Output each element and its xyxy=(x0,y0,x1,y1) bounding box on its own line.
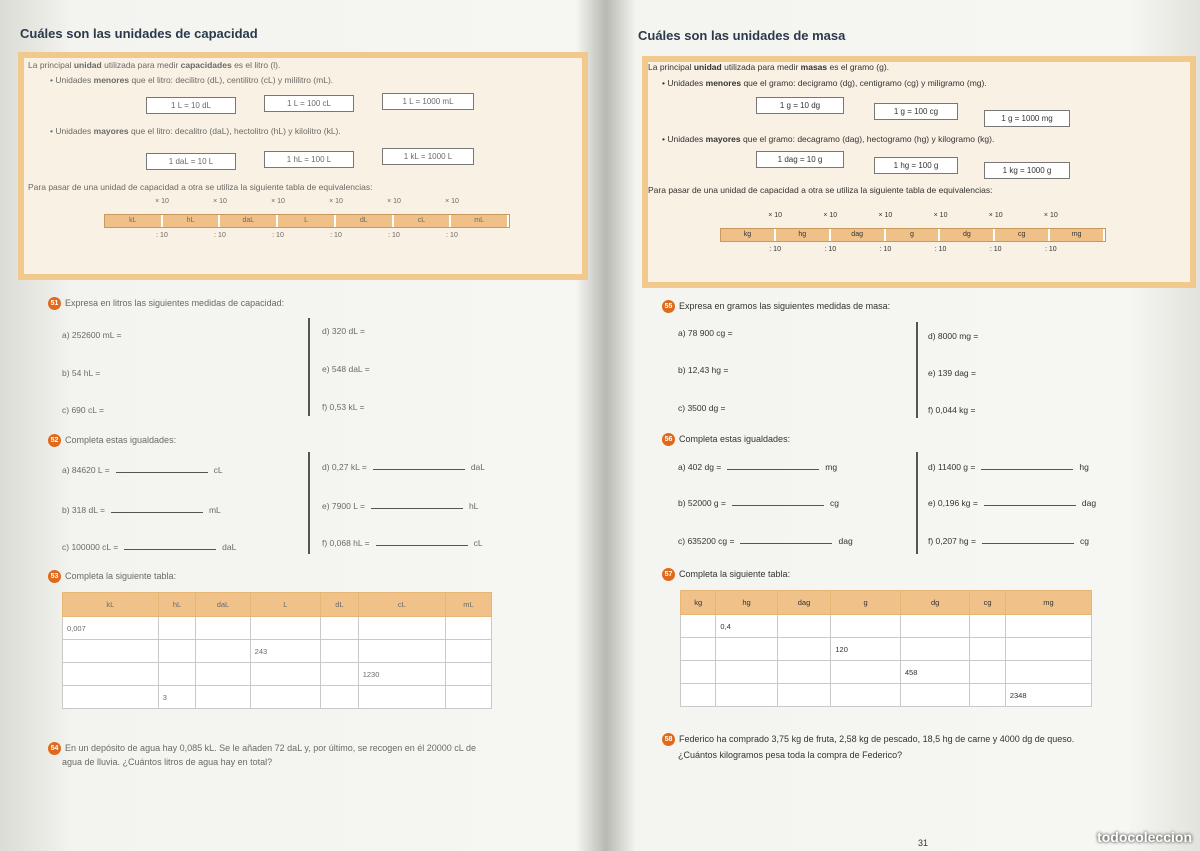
right-ex1-divider xyxy=(916,322,918,418)
left-larger-eq: 1 daL = 10 L xyxy=(146,153,236,170)
left-multiply-label: × 10 xyxy=(271,198,285,205)
right-ex2-unit: hg xyxy=(1079,462,1089,472)
left-table-row xyxy=(63,663,492,686)
right-table-header: g xyxy=(831,591,901,615)
right-table-row xyxy=(681,661,1092,684)
right-divide-label: : 10 xyxy=(989,246,1002,253)
right-table-cell xyxy=(831,684,901,707)
right-table-cell xyxy=(681,638,716,661)
left-intro-b2: capacidades xyxy=(180,60,232,70)
right-unit-ruler xyxy=(720,228,1106,242)
left-larger-units xyxy=(50,126,341,136)
right-smaller-units xyxy=(662,78,987,88)
right-conversion-table xyxy=(680,590,1092,707)
left-table-cell xyxy=(445,663,491,686)
left-intro-post: es el litro (l). xyxy=(234,60,281,70)
right-table-header: mg xyxy=(1005,591,1091,615)
left-table-cell xyxy=(158,663,196,686)
right-table-header: hg xyxy=(716,591,777,615)
left-ruler-unit: hL xyxy=(163,215,221,227)
right-ruler-unit: mg xyxy=(1050,229,1105,241)
left-ex1-item: b) 54 hL = xyxy=(62,368,101,378)
left-larger-pre: • Unidades xyxy=(50,126,92,136)
right-multiply-label: × 10 xyxy=(768,212,783,219)
left-table-cell: 3 xyxy=(158,686,196,709)
left-ruler-unit: dL xyxy=(336,215,394,227)
right-ex2-item xyxy=(928,461,1089,472)
left-ex2-item xyxy=(62,504,221,515)
right-ex1-item: e) 139 dag = xyxy=(928,368,976,378)
right-ex2-unit: dag xyxy=(838,536,853,546)
left-table-cell xyxy=(196,640,250,663)
left-ex2-item xyxy=(322,537,483,548)
left-table-row xyxy=(63,686,492,709)
left-ex2-item xyxy=(322,500,478,511)
left-smaller-units xyxy=(50,75,333,85)
left-table-cell xyxy=(358,617,445,640)
right-table-cell xyxy=(681,661,716,684)
left-unit-ruler xyxy=(104,214,510,228)
left-table-cell xyxy=(250,686,320,709)
left-table-cell: 243 xyxy=(250,640,320,663)
left-intro-b1: unidad xyxy=(73,60,102,70)
left-divide-label: : 10 xyxy=(446,232,458,239)
left-table-header: kL xyxy=(63,593,159,617)
right-smaller-eq: 1 g = 1000 mg xyxy=(984,110,1070,127)
right-smaller-eq: 1 g = 100 cg xyxy=(874,103,958,120)
right-exercise-1 xyxy=(662,300,890,313)
right-table-header: dag xyxy=(777,591,831,615)
right-table-cell xyxy=(1005,638,1091,661)
right-ex3-title: Completa la siguiente tabla: xyxy=(679,568,791,579)
right-divide-label: : 10 xyxy=(769,246,781,253)
left-table-header: mL xyxy=(445,593,491,617)
left-divide-label: : 10 xyxy=(214,232,226,239)
left-larger-eq: 1 hL = 100 L xyxy=(264,151,354,168)
right-ex2-label: c) 635200 cg = xyxy=(678,536,735,546)
right-ex2-blank xyxy=(740,535,832,544)
left-ex2-item xyxy=(322,461,485,472)
right-table-cell xyxy=(777,661,831,684)
left-table-cell xyxy=(445,617,491,640)
right-smaller-b: menores xyxy=(705,78,742,88)
left-smaller-pre: • Unidades xyxy=(50,75,92,85)
right-ex2-blank xyxy=(984,497,1076,506)
right-table-cell xyxy=(681,684,716,707)
left-table-cell xyxy=(445,686,491,709)
left-ex2-unit: cL xyxy=(473,538,483,548)
left-table-header-row xyxy=(63,593,492,617)
left-divide-label: : 10 xyxy=(388,232,400,239)
left-table-cell xyxy=(445,640,491,663)
right-smaller-pre: • Unidades xyxy=(662,78,704,88)
left-table-cell xyxy=(358,686,445,709)
left-table-cell xyxy=(321,617,359,640)
right-smaller-eq: 1 g = 10 dg xyxy=(756,97,844,114)
right-larger-pre: • Unidades xyxy=(662,134,704,144)
right-table-cell: 2348 xyxy=(1005,684,1091,707)
left-table-intro: Para pasar de una unidad de capacidad a otra se utiliza la siguiente tabla de equivalencias: xyxy=(28,182,373,192)
right-divide-label: : 10 xyxy=(824,246,837,253)
left-ex2-blank xyxy=(111,504,203,513)
right-divide-label: : 10 xyxy=(1045,246,1057,253)
right-intro-b1: unidad xyxy=(693,62,722,72)
left-ex2-number: 52 xyxy=(48,434,61,447)
left-ex4-text2: agua de lluvia. ¿Cuántos litros de agua hay en total? xyxy=(62,757,273,767)
right-multiply-label: × 10 xyxy=(933,212,948,219)
left-table-cell xyxy=(158,640,196,663)
left-ex2-label: a) 84620 L = xyxy=(62,465,110,475)
right-table-cell xyxy=(1005,661,1091,684)
left-ex2-blank xyxy=(376,537,468,546)
right-ex2-blank xyxy=(982,535,1074,544)
right-multiply-label: × 10 xyxy=(823,212,838,219)
right-ex2-item xyxy=(678,535,853,546)
left-ex2-label: d) 0,27 kL = xyxy=(322,462,367,472)
right-table-cell xyxy=(681,615,716,638)
right-multiply-label: × 10 xyxy=(878,212,893,219)
left-table-cell xyxy=(250,663,320,686)
left-table-cell xyxy=(196,617,250,640)
left-ex1-item: a) 252600 mL = xyxy=(62,330,122,340)
left-page xyxy=(0,0,598,851)
right-ex2-item xyxy=(678,461,837,472)
right-ex1-title: Expresa en gramos las siguientes medidas de masa: xyxy=(679,300,891,311)
left-multiply-label: × 10 xyxy=(445,198,459,205)
right-intro-b2: masas xyxy=(800,62,828,72)
watermark: todocoleccion xyxy=(1097,829,1192,845)
left-exercise-3 xyxy=(48,570,176,583)
right-ex2-unit: dag xyxy=(1081,498,1097,508)
left-ex2-blank xyxy=(124,541,216,550)
left-table-cell: 1230 xyxy=(358,663,445,686)
right-table-cell xyxy=(1005,615,1091,638)
right-table-row xyxy=(681,638,1092,661)
right-intro-pre: La principal xyxy=(648,62,692,72)
right-exercise-2 xyxy=(662,433,790,446)
right-ex1-item: c) 3500 dg = xyxy=(678,403,726,413)
right-ex1-number: 55 xyxy=(662,300,675,313)
left-larger-b: mayores xyxy=(93,126,129,136)
right-ex2-item xyxy=(928,535,1089,546)
left-ex1-item: d) 320 dL = xyxy=(322,326,365,336)
left-exercise-4 xyxy=(48,742,476,755)
right-exercise-4 xyxy=(662,733,1074,746)
left-ex3-number: 53 xyxy=(48,570,61,583)
right-ex2-blank xyxy=(727,461,819,470)
left-smaller-eq: 1 L = 100 cL xyxy=(264,95,354,112)
right-table-cell xyxy=(831,661,901,684)
right-table-cell xyxy=(970,638,1005,661)
left-table-cell xyxy=(63,686,159,709)
right-table-cell xyxy=(831,615,901,638)
left-table-cell xyxy=(321,663,359,686)
right-table-cell xyxy=(900,615,970,638)
left-ruler-unit: mL xyxy=(451,215,509,227)
right-ruler-unit: kg xyxy=(721,229,776,241)
right-table-row xyxy=(681,615,1092,638)
left-ex3-title: Completa la siguiente tabla: xyxy=(65,570,177,581)
left-multiply-label: × 10 xyxy=(387,198,401,205)
left-table-header: daL xyxy=(196,593,250,617)
left-table-cell xyxy=(63,663,159,686)
left-ex2-item xyxy=(62,464,223,475)
right-larger-post: que el gramo: decagramo (dag), hectogramo (hg) y kilogramo (kg). xyxy=(742,134,995,144)
right-ruler-unit: dag xyxy=(831,229,886,241)
right-intro xyxy=(648,62,889,72)
right-intro-post: es el gramo (g). xyxy=(829,62,890,72)
left-table-cell xyxy=(250,617,320,640)
left-ex2-label: b) 318 dL = xyxy=(62,505,105,515)
left-ex2-divider xyxy=(308,452,310,554)
right-multiply-label: × 10 xyxy=(988,212,1003,219)
left-ex4-text1: En un depósito de agua hay 0,085 kL. Se le añaden 72 daL y, por último, se recogen en él 20000 cL de xyxy=(65,742,476,753)
right-larger-b: mayores xyxy=(705,134,741,144)
left-intro xyxy=(28,60,280,70)
right-page-title: Cuáles son las unidades de masa xyxy=(638,28,846,43)
left-ex1-divider xyxy=(308,318,310,416)
left-ex2-blank xyxy=(116,464,208,473)
right-ex2-unit: cg xyxy=(829,498,839,508)
right-table-cell: 0,4 xyxy=(716,615,777,638)
left-table-cell xyxy=(358,640,445,663)
left-ruler-unit: L xyxy=(278,215,336,227)
right-ex2-blank xyxy=(981,461,1073,470)
left-table-cell xyxy=(158,617,196,640)
right-ex2-divider xyxy=(916,452,918,554)
left-divide-label: : 10 xyxy=(156,232,168,239)
right-table-cell xyxy=(777,638,831,661)
left-multiply-label: × 10 xyxy=(213,198,227,205)
right-ex1-item: b) 12,43 hg = xyxy=(678,365,729,375)
left-ex2-unit: hL xyxy=(468,501,479,511)
right-ex1-item: a) 78 900 cg = xyxy=(678,328,733,338)
left-smaller-post: que el litro: decilitro (dL), centilitro (cL) y mililitro (mL). xyxy=(131,75,334,85)
left-table-header: cL xyxy=(358,593,445,617)
left-ex1-item: f) 0,53 kL = xyxy=(322,402,365,412)
right-table-cell xyxy=(716,638,777,661)
right-table-cell xyxy=(716,661,777,684)
right-ex2-item xyxy=(928,497,1096,508)
left-ex2-unit: mL xyxy=(208,505,221,515)
right-ex1-item: d) 8000 mg = xyxy=(928,331,979,341)
right-larger-eq: 1 dag = 10 g xyxy=(756,151,844,168)
left-table-cell xyxy=(321,640,359,663)
right-page xyxy=(612,0,1200,851)
right-ex2-title: Completa estas igualdades: xyxy=(679,433,791,444)
left-multiply-label: × 10 xyxy=(329,198,343,205)
left-ex2-blank xyxy=(373,461,465,470)
right-ex4-text1: Federico ha comprado 3,75 kg de fruta, 2,58 kg de pescado, 18,5 hg de carne y 4000 dg de queso. xyxy=(679,733,1075,744)
left-multiply-label: × 10 xyxy=(155,198,169,205)
left-exercise-2 xyxy=(48,434,176,447)
left-table-cell xyxy=(63,640,159,663)
right-ruler-unit: hg xyxy=(776,229,831,241)
right-ex2-unit: cg xyxy=(1079,536,1089,546)
right-table-header: cg xyxy=(970,591,1005,615)
left-exercise-1 xyxy=(48,297,284,310)
right-ex2-label: d) 11400 g = xyxy=(928,462,976,472)
right-ex2-number: 56 xyxy=(662,433,675,446)
right-ex4-number: 58 xyxy=(662,733,675,746)
right-divide-label: : 10 xyxy=(934,246,947,253)
left-table-cell xyxy=(196,686,250,709)
right-exercise-3 xyxy=(662,568,790,581)
right-table-cell xyxy=(970,615,1005,638)
left-page-title: Cuáles son las unidades de capacidad xyxy=(20,26,258,41)
left-ex2-item xyxy=(62,541,236,552)
right-divide-label: : 10 xyxy=(879,246,892,253)
left-intro-mid: utilizada para medir xyxy=(104,60,179,70)
right-table-header: dg xyxy=(900,591,970,615)
right-table-row xyxy=(681,684,1092,707)
left-table-cell xyxy=(321,686,359,709)
left-intro-pre: La principal xyxy=(28,60,72,70)
left-smaller-eq: 1 L = 1000 mL xyxy=(382,93,474,110)
left-ex4-number: 54 xyxy=(48,742,61,755)
left-ex2-blank xyxy=(371,500,463,509)
right-table-header-row xyxy=(681,591,1092,615)
left-ex2-title: Completa estas igualdades: xyxy=(65,434,177,445)
right-table-cell xyxy=(970,684,1005,707)
right-intro-mid: utilizada para medir xyxy=(724,62,799,72)
right-table-cell xyxy=(777,684,831,707)
right-multiply-label: × 10 xyxy=(1043,212,1058,219)
left-ex2-label: c) 100000 cL = xyxy=(62,542,119,552)
left-divide-label: : 10 xyxy=(272,232,284,239)
left-table-header: hL xyxy=(158,593,196,617)
right-ex4-text2: ¿Cuántos kilogramos pesa toda la compra de Federico? xyxy=(678,750,903,760)
left-ruler-unit: kL xyxy=(105,215,163,227)
left-larger-eq: 1 kL = 1000 L xyxy=(382,148,474,165)
left-ex1-number: 51 xyxy=(48,297,61,310)
right-table-cell xyxy=(970,661,1005,684)
right-ex2-label: f) 0,207 hg = xyxy=(928,536,976,546)
right-table-cell: 120 xyxy=(831,638,901,661)
left-ruler-unit: daL xyxy=(220,215,278,227)
left-conversion-table xyxy=(62,592,492,709)
left-ex2-unit: daL xyxy=(470,462,485,472)
right-ex2-label: a) 402 dg = xyxy=(678,462,722,472)
right-ex3-number: 57 xyxy=(662,568,675,581)
right-table-intro: Para pasar de una unidad de capacidad a otra se utiliza la siguiente tabla de equivalencias: xyxy=(648,185,993,195)
left-table-cell xyxy=(196,663,250,686)
right-table-header: kg xyxy=(681,591,716,615)
right-ex2-blank xyxy=(732,497,824,506)
right-table-cell: 458 xyxy=(900,661,970,684)
right-table-cell xyxy=(716,684,777,707)
left-smaller-b: menores xyxy=(93,75,130,85)
right-ruler-unit: dg xyxy=(940,229,995,241)
left-ex2-unit: daL xyxy=(222,542,237,552)
left-ex2-unit: cL xyxy=(213,465,223,475)
right-ex2-item xyxy=(678,497,839,508)
left-divide-label: : 10 xyxy=(330,232,342,239)
left-smaller-eq: 1 L = 10 dL xyxy=(146,97,236,114)
right-ex2-label: e) 0,196 kg = xyxy=(928,498,978,508)
right-ex1-item: f) 0,044 kg = xyxy=(928,405,976,415)
left-ex2-label: e) 7900 L = xyxy=(322,501,365,511)
right-table-cell xyxy=(900,684,970,707)
left-ruler-unit: cL xyxy=(394,215,452,227)
right-table-cell xyxy=(900,638,970,661)
left-table-row xyxy=(63,617,492,640)
left-table-cell: 0,007 xyxy=(63,617,159,640)
right-ruler-unit: cg xyxy=(995,229,1050,241)
right-larger-eq: 1 kg = 1000 g xyxy=(984,162,1070,179)
right-larger-eq: 1 hg = 100 g xyxy=(874,157,958,174)
left-table-header: dL xyxy=(321,593,359,617)
left-ex1-item: c) 690 cL = xyxy=(62,405,104,415)
left-table-header: L xyxy=(250,593,320,617)
right-smaller-post: que el gramo: decigramo (dg), centigramo (cg) y miligramo (mg). xyxy=(743,78,987,88)
left-ex1-title: Expresa en litros las siguientes medidas de capacidad: xyxy=(65,297,285,308)
right-ex2-unit: mg xyxy=(825,462,838,472)
page-number: 31 xyxy=(918,838,929,848)
right-larger-units xyxy=(662,134,994,144)
left-larger-post: que el litro: decalitro (daL), hectolitro (hL) y kilolitro (kL). xyxy=(130,126,341,136)
right-ruler-unit: g xyxy=(886,229,941,241)
left-ex1-item: e) 548 daL = xyxy=(322,364,370,374)
left-ex2-label: f) 0,068 hL = xyxy=(322,538,370,548)
left-table-row xyxy=(63,640,492,663)
right-table-cell xyxy=(777,615,831,638)
right-ex2-label: b) 52000 g = xyxy=(678,498,726,508)
